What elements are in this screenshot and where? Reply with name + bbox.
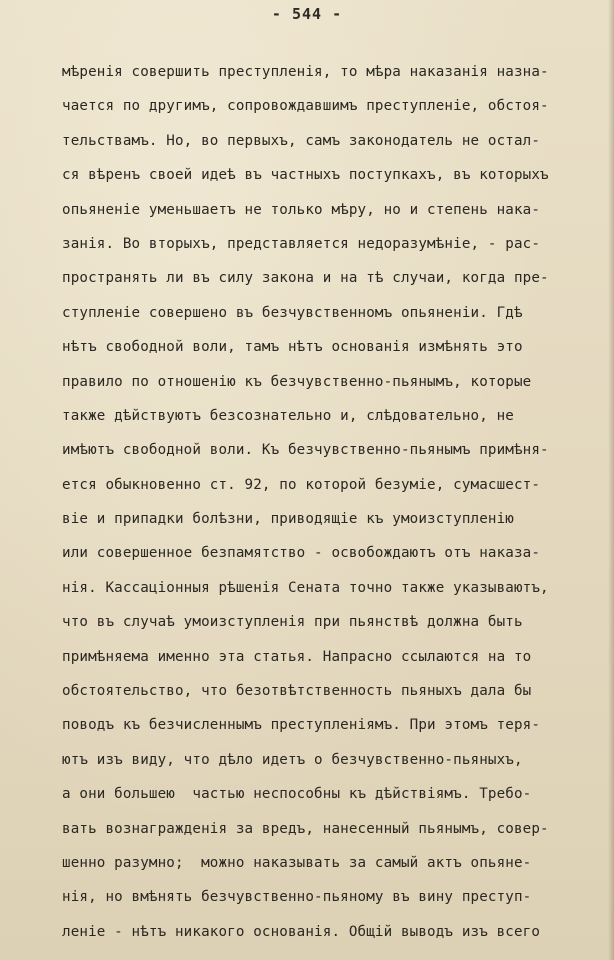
body-text: [62, 55, 610, 949]
text-line: ступленіе совершено въ безчувственномъ опьяненіи. Гдѣ: [62, 304, 523, 321]
text-line: чается по другимъ, сопровождавшимъ преступленіе, обстоя-: [62, 98, 549, 115]
text-line: віе и припадки болѣзни, приводящіе къ умоизступленію: [62, 511, 514, 528]
text-line: леніе - нѣтъ никакого основанія. Общій выводъ изъ всего: [62, 923, 541, 940]
text-line: поводъ къ безчисленнымъ преступленіямъ. При этомъ теря-: [62, 717, 541, 734]
text-line: что въ случаѣ умоизступленія при пьянствѣ должна быть: [62, 614, 523, 631]
text-line: обстоятельство, что безотвѣтственность пьяныхъ дала бы: [62, 683, 532, 700]
text-line: примѣняема именно эта статья. Напрасно ссылаются на то: [62, 648, 532, 665]
page-edge-shadow: [608, 0, 614, 960]
page-number: - 544 -: [271, 5, 343, 23]
text-line: пространять ли въ силу закона и на тѣ случаи, когда пре-: [62, 270, 549, 287]
text-line: или совершенное безпамятство - освобождаютъ отъ наказа-: [62, 545, 541, 562]
text-line: ся вѣренъ своей идеѣ въ частныхъ поступкахъ, въ которыхъ: [62, 167, 549, 184]
text-line: нія, но вмѣнять безчувственно-пьяному въ вину преступ-: [62, 889, 532, 906]
text-line: мѣренія совершить преступленія, то мѣра наказанія назна-: [62, 64, 549, 80]
text-line: ется обыкновенно ст. 92, по которой безуміе, сумасшест-: [62, 476, 541, 493]
text-line: также дѣйствуютъ безсознательно и, слѣдовательно, не: [62, 407, 514, 424]
text-line: нѣтъ свободной воли, тамъ нѣтъ основанія измѣнять это: [62, 339, 523, 356]
text-line: опьяненіе уменьшаетъ не только мѣру, но и степень нака-: [62, 201, 541, 218]
text-line: тельствамъ. Но, во первыхъ, самъ законодатель не остал-: [62, 132, 541, 149]
text-line: нія. Кассаціонныя рѣшенія Сената точно также указываютъ,: [62, 579, 549, 596]
text-line: имѣютъ свободной воли. Къ безчувственно-пьянымъ примѣня-: [62, 442, 549, 459]
text-line: а они большею частью неспособны къ дѣйствіямъ. Требо-: [62, 786, 532, 803]
text-line: вать вознагражденія за вредъ, нанесенный пьянымъ, совер-: [62, 820, 549, 837]
text-line: правило по отношенію къ безчувственно-пьянымъ, которые: [62, 373, 532, 390]
text-line: ютъ изъ виду, что дѣло идетъ о безчувственно-пьяныхъ,: [62, 751, 523, 768]
text-line: шенно разумно; можно наказывать за самый актъ опьяне-: [62, 854, 532, 871]
text-line: занія. Во вторыхъ, представляется недоразумѣніе, - рас-: [62, 235, 541, 252]
